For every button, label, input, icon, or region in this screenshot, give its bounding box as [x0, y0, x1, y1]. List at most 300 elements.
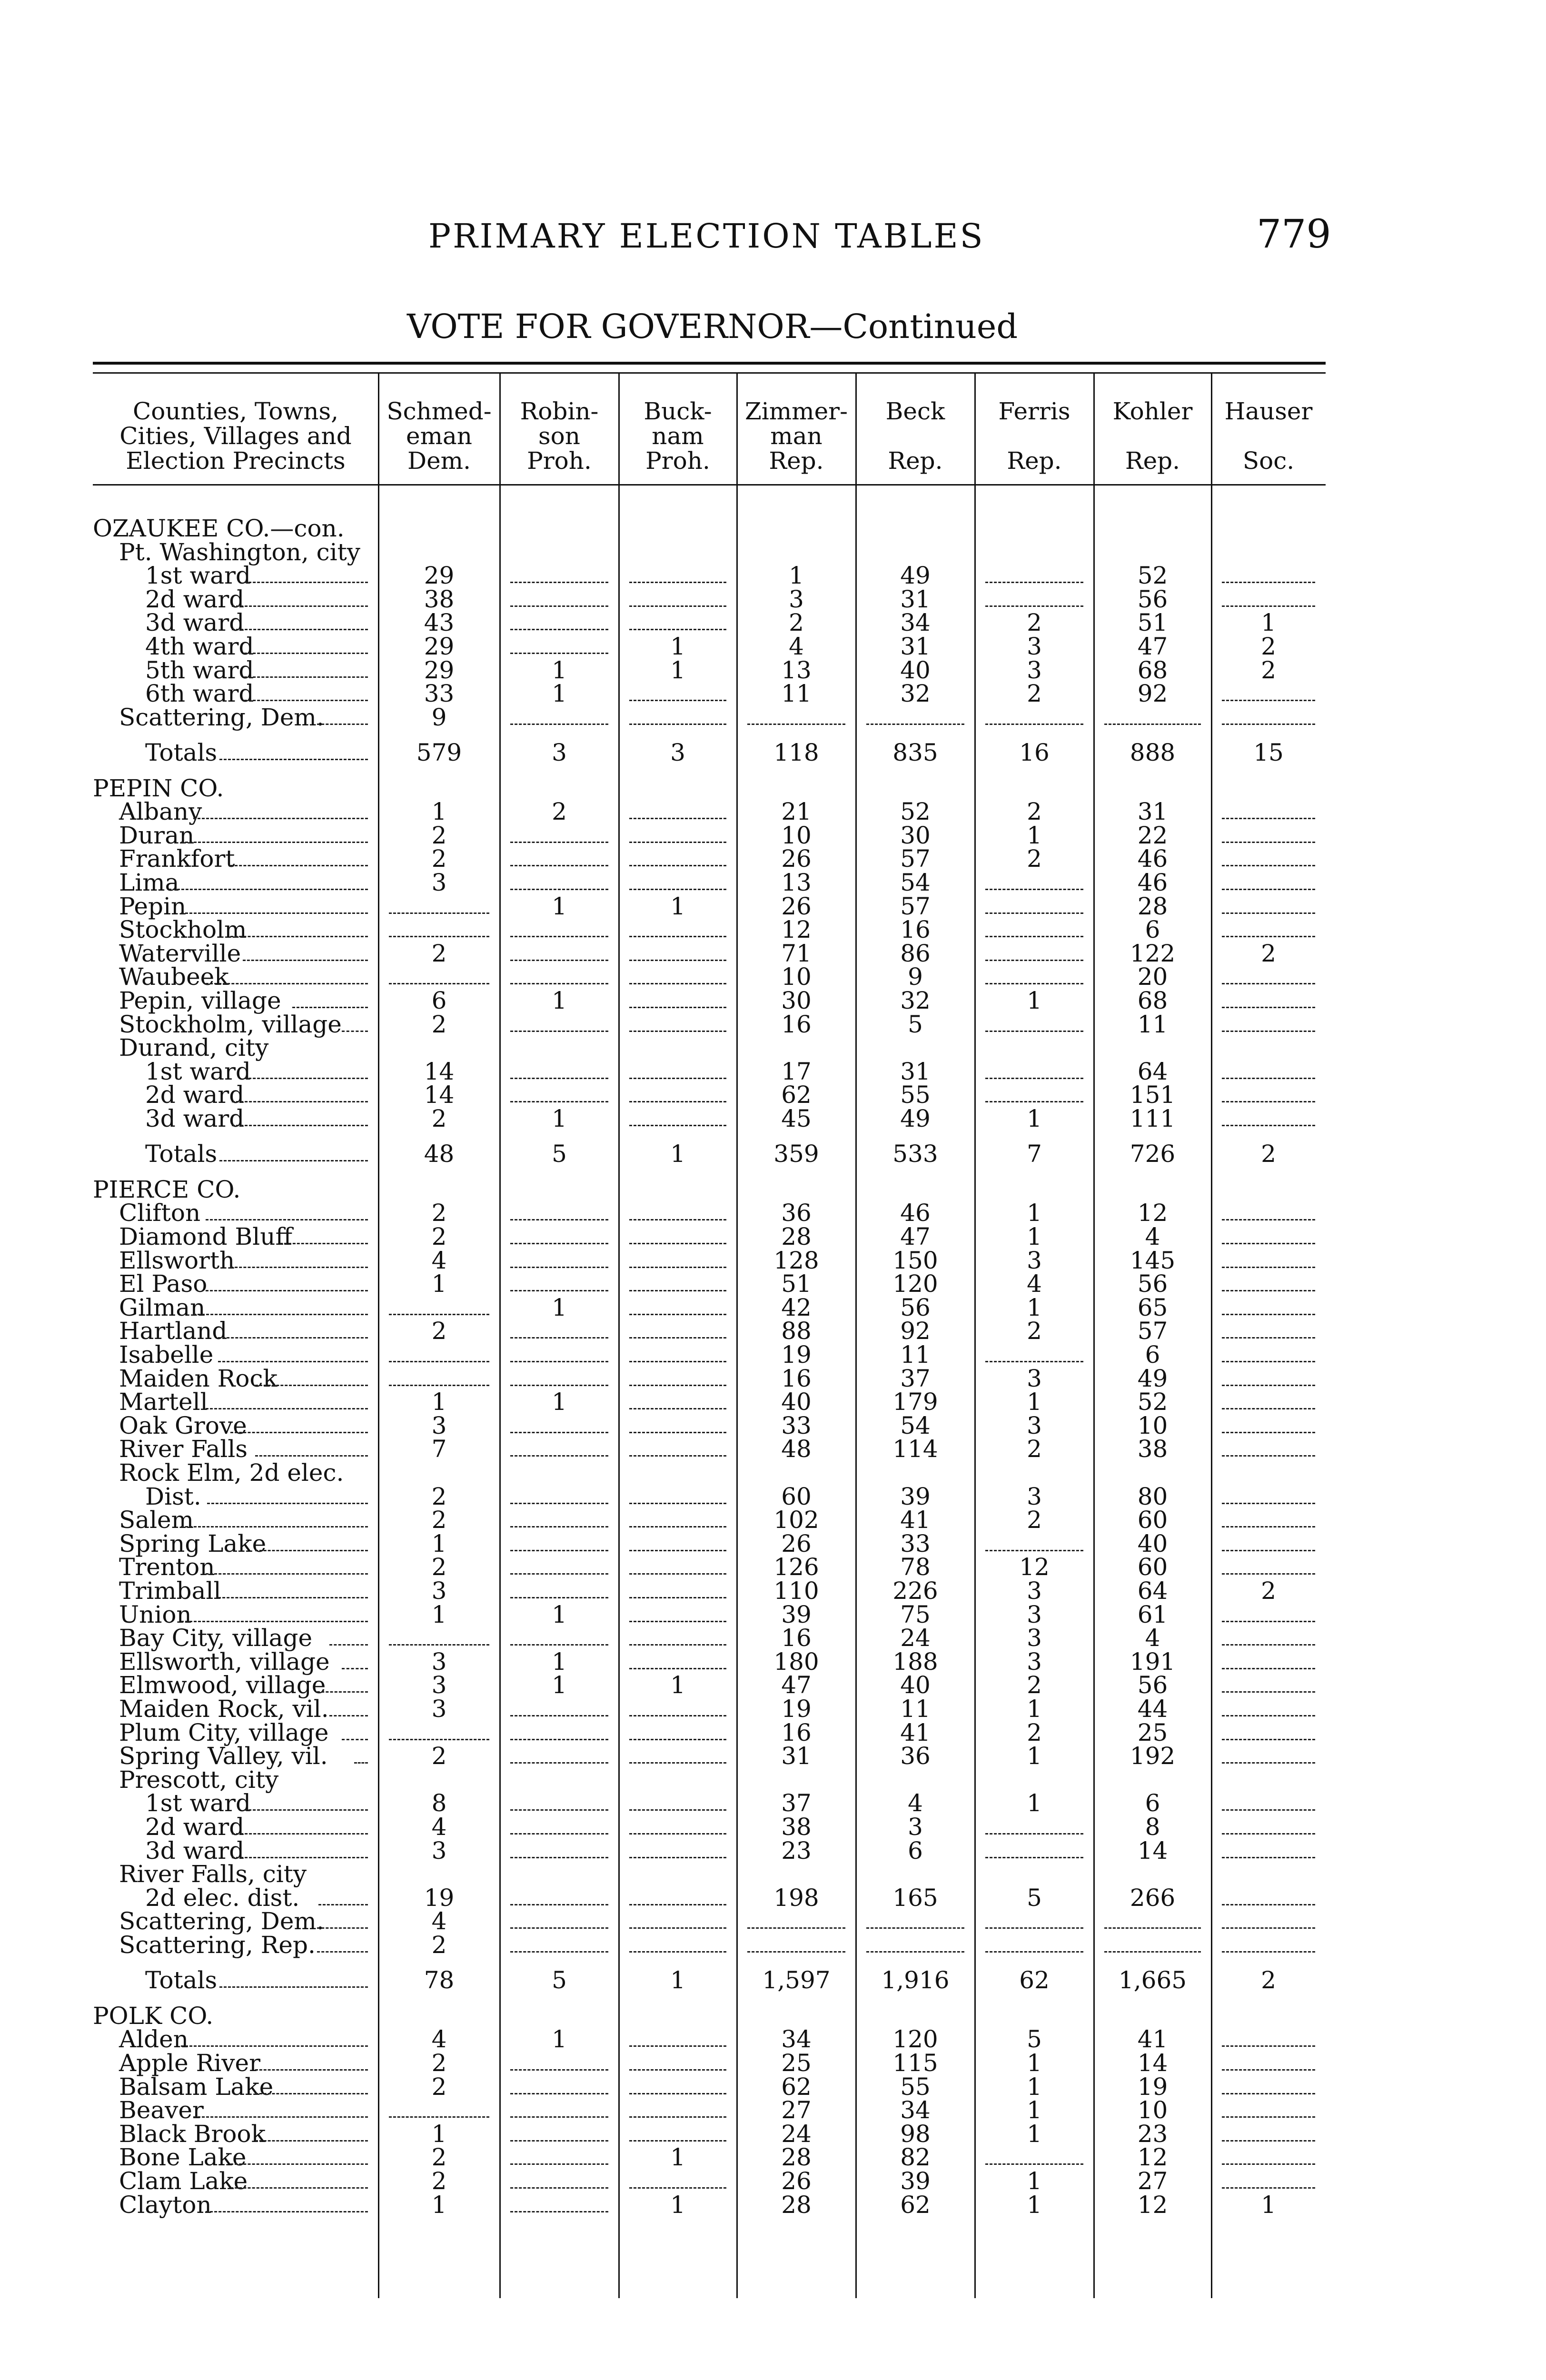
- precinct-label: Clayton: [119, 2191, 212, 2219]
- vote-cell: 6: [431, 987, 447, 1014]
- precinct-label: Maiden Rock, vil.: [119, 1695, 329, 1723]
- leader-dots: [230, 2163, 368, 2165]
- empty-cell-dash: [1222, 2069, 1315, 2071]
- group-heading-row: [93, 516, 1326, 540]
- empty-cell-dash: [747, 1927, 845, 1929]
- leader-dots: [232, 1857, 368, 1858]
- vote-cell: 2: [1261, 1140, 1276, 1168]
- vote-cell: 1: [552, 1388, 567, 1416]
- column-header-line: [1094, 424, 1211, 448]
- vote-cell: 92: [900, 1317, 931, 1345]
- vote-cell: 10: [1137, 1412, 1168, 1439]
- vote-cell: 726: [1130, 1140, 1176, 1168]
- leader-dots: [206, 2211, 368, 2212]
- vote-cell: 1: [1027, 1695, 1042, 1723]
- table-row: [93, 1555, 1326, 1579]
- precinct-label: Duran: [119, 822, 195, 849]
- vote-cell: 37: [781, 1789, 812, 1817]
- vote-cell: 1: [670, 633, 685, 660]
- vote-cell: 3: [1027, 1412, 1042, 1439]
- table-row: [93, 2169, 1326, 2193]
- vote-cell: 28: [1137, 892, 1168, 920]
- leader-dots: [230, 1432, 368, 1433]
- precinct-label: Alden: [119, 2025, 188, 2053]
- precinct-label: Waubeek: [119, 963, 229, 991]
- leader-dots: [230, 2187, 368, 2189]
- empty-cell-dash: [985, 582, 1083, 583]
- column-header: [619, 399, 737, 473]
- empty-cell-dash: [510, 960, 608, 961]
- vote-cell: 11: [900, 1695, 931, 1723]
- empty-cell-dash: [1222, 889, 1315, 890]
- vote-cell: 2: [1261, 1577, 1276, 1605]
- precinct-label: Albany: [119, 798, 202, 825]
- empty-cell-dash: [629, 1715, 726, 1716]
- leader-dots: [181, 912, 368, 914]
- empty-cell-dash: [629, 1762, 726, 1764]
- leader-dots: [232, 1101, 368, 1102]
- group-heading-row: [93, 1178, 1326, 1201]
- vote-cell: 2: [431, 1223, 447, 1250]
- leader-dots: [317, 1691, 368, 1693]
- precinct-label: El Paso: [119, 1270, 208, 1298]
- column-header-line: Proh.: [527, 447, 592, 475]
- table-row: [93, 1886, 1326, 1910]
- totals-row: [93, 741, 1326, 764]
- leader-dots: [244, 582, 368, 583]
- table-row: [93, 1225, 1326, 1249]
- empty-cell-dash: [1222, 1314, 1315, 1315]
- empty-cell-dash: [389, 1385, 489, 1386]
- precinct-label: Pt. Washington, city: [119, 538, 360, 566]
- empty-cell-dash: [985, 1833, 1083, 1835]
- vote-cell: 1: [552, 1648, 567, 1676]
- empty-cell-dash: [629, 2116, 726, 2118]
- vote-cell: 29: [424, 656, 455, 684]
- vote-cell: 92: [1137, 680, 1168, 707]
- precinct-label: Pepin: [119, 892, 187, 920]
- vote-cell: 2: [1261, 633, 1276, 660]
- empty-cell-dash: [510, 582, 608, 583]
- column-header-line: Ferris: [998, 397, 1070, 425]
- empty-cell-dash: [389, 1644, 489, 1646]
- empty-cell-dash: [629, 1101, 726, 1102]
- vote-cell: 2: [431, 1317, 447, 1345]
- empty-cell-dash: [629, 1078, 726, 1079]
- vote-cell: 1: [1027, 1294, 1042, 1321]
- empty-cell-dash: [510, 1031, 608, 1032]
- vote-cell: 57: [900, 845, 931, 873]
- vote-cell: 47: [1137, 633, 1168, 660]
- top-rule-thick: [93, 362, 1326, 365]
- empty-cell-dash: [1222, 1007, 1315, 1008]
- empty-cell-dash: [629, 1432, 726, 1433]
- vote-cell: 1: [670, 2143, 685, 2171]
- leader-dots: [206, 1408, 368, 1409]
- vote-cell: 28: [781, 2143, 812, 2171]
- leader-dots: [206, 1290, 368, 1291]
- column-header-line: Rep.: [1125, 447, 1180, 475]
- table-row: [93, 1579, 1326, 1603]
- vote-cell: 33: [424, 680, 455, 707]
- table-row: [93, 1839, 1326, 1863]
- empty-cell-dash: [510, 1385, 608, 1386]
- empty-cell-dash: [510, 865, 608, 866]
- vote-cell: 30: [781, 987, 812, 1014]
- empty-cell-dash: [1222, 1526, 1315, 1527]
- empty-cell-dash: [510, 1644, 608, 1646]
- vote-cell: 1: [1027, 2120, 1042, 2148]
- empty-cell-dash: [1222, 1267, 1315, 1268]
- empty-cell-dash: [985, 889, 1083, 890]
- vote-cell: 2: [1027, 1435, 1042, 1463]
- empty-cell-dash: [389, 983, 489, 984]
- empty-cell-dash: [629, 960, 726, 961]
- leader-dots: [317, 1927, 368, 1929]
- precinct-label: POLK CO.: [93, 2002, 214, 2030]
- empty-cell-dash: [510, 1526, 608, 1527]
- column-header: [737, 399, 856, 473]
- vote-cell: 2: [552, 798, 567, 825]
- vote-cell: 115: [892, 2049, 938, 2077]
- precinct-label: Bone Lake: [119, 2143, 247, 2171]
- precinct-label: Stockholm: [119, 916, 247, 943]
- column-header: [975, 399, 1094, 473]
- vote-cell: 6: [908, 1837, 923, 1864]
- empty-cell-dash: [510, 983, 608, 984]
- empty-cell-dash: [1222, 1621, 1315, 1622]
- empty-cell-dash: [510, 1809, 608, 1811]
- column-header: [856, 399, 975, 473]
- empty-cell-dash: [747, 1951, 845, 1953]
- table-row: [93, 2075, 1326, 2099]
- table-row: [93, 611, 1326, 635]
- empty-cell-dash: [985, 1361, 1083, 1362]
- vote-cell: 1: [431, 1530, 447, 1557]
- precinct-label: Clam Lake: [119, 2167, 248, 2195]
- precinct-label: River Falls: [119, 1435, 248, 1463]
- vote-cell: 6: [1145, 916, 1160, 943]
- vote-cell: 62: [781, 2073, 812, 2101]
- vote-cell: 30: [900, 822, 931, 849]
- leader-dots: [181, 1526, 368, 1527]
- vote-cell: 2: [431, 1483, 447, 1510]
- table-row: [93, 587, 1326, 611]
- empty-cell-dash: [629, 1644, 726, 1646]
- precinct-label: Waterville: [119, 940, 241, 967]
- vote-cell: 3: [1027, 1247, 1042, 1274]
- vote-cell: 31: [781, 1742, 812, 1770]
- vote-cell: 5: [552, 1140, 567, 1168]
- vote-cell: 2: [431, 940, 447, 967]
- empty-cell-dash: [629, 1408, 726, 1409]
- vote-cell: 13: [781, 656, 812, 684]
- empty-cell-dash: [1222, 700, 1315, 701]
- group-heading-row: [93, 1862, 1326, 1886]
- precinct-label: Martell: [119, 1388, 208, 1416]
- vote-cell: 68: [1137, 987, 1168, 1014]
- empty-cell-dash: [1222, 1857, 1315, 1858]
- column-header-line: Cities, Villages and: [119, 422, 352, 450]
- table-row: [93, 2051, 1326, 2075]
- empty-cell-dash: [629, 2140, 726, 2142]
- empty-cell-dash: [510, 1243, 608, 1244]
- leader-dots: [193, 818, 368, 819]
- empty-cell-dash: [389, 1314, 489, 1315]
- empty-cell-dash: [629, 2187, 726, 2189]
- vote-cell: 1: [1027, 1388, 1042, 1416]
- vote-cell: 5: [908, 1011, 923, 1038]
- leader-dots: [317, 724, 368, 725]
- vote-cell: 110: [773, 1577, 819, 1605]
- empty-cell-dash: [510, 2069, 608, 2071]
- empty-cell-dash: [510, 1833, 608, 1835]
- vote-cell: 2: [431, 1931, 447, 1959]
- vote-cell: 122: [1130, 940, 1176, 967]
- column-header-line: Rep.: [1007, 447, 1062, 475]
- table-row: [93, 1343, 1326, 1367]
- vote-cell: 3: [670, 739, 685, 766]
- table-row: [93, 1060, 1326, 1083]
- empty-cell-dash: [389, 2116, 489, 2118]
- vote-cell: 1: [1027, 1789, 1042, 1817]
- leader-dots: [232, 605, 368, 607]
- vote-cell: 39: [900, 1483, 931, 1510]
- precinct-label: Frankfort: [119, 845, 235, 873]
- vote-cell: 14: [1137, 1837, 1168, 1864]
- vote-cell: 32: [900, 987, 931, 1014]
- precinct-label: 6th ward: [145, 680, 254, 707]
- precinct-label: Ellsworth: [119, 1247, 235, 1274]
- vote-cell: 3: [431, 1837, 447, 1864]
- empty-cell-dash: [389, 912, 489, 914]
- precinct-label: Scattering, Rep.: [119, 1931, 316, 1959]
- vote-cell: 17: [781, 1058, 812, 1085]
- vote-cell: 118: [773, 739, 819, 766]
- empty-cell-dash: [510, 629, 608, 630]
- vote-cell: 42: [781, 1294, 812, 1321]
- precinct-label: 3d ward: [145, 1105, 245, 1132]
- precinct-label: Totals: [145, 1140, 218, 1168]
- column-header-line: [856, 424, 975, 448]
- table-row: [93, 1414, 1326, 1438]
- vote-cell: 26: [781, 845, 812, 873]
- empty-cell-dash: [510, 1101, 608, 1102]
- vote-cell: 16: [781, 1365, 812, 1392]
- empty-cell-dash: [510, 1219, 608, 1220]
- empty-cell-dash: [629, 2045, 726, 2047]
- precinct-label: Elmwood, village: [119, 1671, 326, 1699]
- empty-cell-dash: [1222, 1833, 1315, 1835]
- precinct-label: Bay City, village: [119, 1624, 313, 1652]
- column-header-line: eman: [406, 422, 472, 450]
- vote-cell: 1: [552, 1294, 567, 1321]
- vote-cell: 4: [908, 1789, 923, 1817]
- vote-cell: 20: [1137, 963, 1168, 991]
- empty-cell-dash: [629, 1314, 726, 1315]
- group-heading-row: [93, 776, 1326, 800]
- empty-cell-dash: [985, 1031, 1083, 1032]
- table-row: [93, 1721, 1326, 1745]
- vote-cell: 33: [900, 1530, 931, 1557]
- column-header-line: Hauser: [1224, 397, 1313, 425]
- vote-cell: 2: [1261, 1966, 1276, 1994]
- empty-cell-dash: [1222, 1715, 1315, 1716]
- vote-cell: 1: [789, 562, 804, 589]
- table-row: [93, 1744, 1326, 1768]
- vote-cell: 16: [1019, 739, 1050, 766]
- vote-cell: 1,916: [881, 1966, 950, 1994]
- empty-cell-dash: [985, 724, 1083, 725]
- empty-cell-dash: [629, 1290, 726, 1291]
- vote-cell: 3: [1027, 656, 1042, 684]
- table-row: [93, 1437, 1326, 1461]
- vote-cell: 56: [1137, 585, 1168, 613]
- vote-cell: 49: [1137, 1365, 1168, 1392]
- precinct-label: Scattering, Dem.: [119, 1907, 324, 1935]
- vote-cell: 3: [1027, 1577, 1042, 1605]
- vote-cell: 51: [781, 1270, 812, 1298]
- table-row: [93, 1083, 1326, 1107]
- precinct-label: Spring Valley, vil.: [119, 1742, 328, 1770]
- table-row: [93, 871, 1326, 894]
- column-header-line: man: [770, 422, 823, 450]
- empty-cell-dash: [510, 1904, 608, 1905]
- leader-dots: [342, 1031, 368, 1032]
- vote-cell: 44: [1137, 1695, 1168, 1723]
- vote-cell: 2: [1027, 798, 1042, 825]
- empty-cell-dash: [510, 653, 608, 654]
- vote-cell: 38: [424, 585, 455, 613]
- vote-cell: 1: [670, 1966, 685, 1994]
- vote-cell: 1,597: [762, 1966, 831, 1994]
- vote-cell: 28: [781, 2191, 812, 2219]
- leader-dots: [354, 1762, 368, 1764]
- vote-cell: 75: [900, 1601, 931, 1628]
- vote-cell: 7: [431, 1435, 447, 1463]
- vote-cell: 48: [781, 1435, 812, 1463]
- vote-cell: 1: [552, 2025, 567, 2053]
- table-row: [93, 1249, 1326, 1272]
- vote-cell: 1: [552, 892, 567, 920]
- table-row: [93, 1933, 1326, 1957]
- leader-dots: [329, 1715, 368, 1716]
- vote-cell: 1: [552, 1601, 567, 1628]
- table-row: [93, 1012, 1326, 1036]
- empty-cell-dash: [629, 2093, 726, 2094]
- vote-cell: 31: [1137, 798, 1168, 825]
- vote-cell: 1: [431, 1388, 447, 1416]
- empty-cell-dash: [629, 1904, 726, 1905]
- vote-cell: 49: [900, 1105, 931, 1132]
- vote-cell: 888: [1130, 739, 1176, 766]
- column-header-line: Robin-: [520, 397, 599, 425]
- empty-cell-dash: [510, 1762, 608, 1764]
- empty-cell-dash: [510, 1951, 608, 1953]
- empty-cell-dash: [1222, 1385, 1315, 1386]
- vote-cell: 9: [431, 704, 447, 731]
- vote-cell: 36: [900, 1742, 931, 1770]
- vote-cell: 60: [1137, 1553, 1168, 1581]
- column-header: [378, 399, 500, 473]
- empty-cell-dash: [629, 889, 726, 890]
- vote-cell: 1: [552, 656, 567, 684]
- column-header-line: Schmed-: [386, 397, 492, 425]
- empty-cell-dash: [510, 1078, 608, 1079]
- empty-cell-dash: [1222, 1573, 1315, 1575]
- leader-dots: [232, 629, 368, 630]
- vote-cell: 39: [781, 1601, 812, 1628]
- empty-cell-dash: [510, 1715, 608, 1716]
- empty-cell-dash: [510, 605, 608, 607]
- column-header: [93, 399, 378, 473]
- vote-cell: 1: [1027, 2049, 1042, 2077]
- vote-cell: 6: [1145, 1341, 1160, 1368]
- vote-cell: 1: [431, 798, 447, 825]
- empty-cell-dash: [510, 1857, 608, 1858]
- vote-cell: 2: [431, 2073, 447, 2101]
- empty-cell-dash: [985, 2163, 1083, 2165]
- vote-cell: 2: [431, 1199, 447, 1227]
- empty-cell-dash: [1222, 1408, 1315, 1409]
- totals-row: [93, 1968, 1326, 1992]
- empty-cell-dash: [1222, 1243, 1315, 1244]
- empty-cell-dash: [510, 2187, 608, 2189]
- column-header: [1094, 399, 1211, 473]
- empty-cell-dash: [510, 889, 608, 890]
- vote-cell: 40: [900, 1671, 931, 1699]
- vote-cell: 26: [781, 2167, 812, 2195]
- vote-cell: 88: [781, 1317, 812, 1345]
- empty-cell-dash: [510, 1739, 608, 1740]
- column-header-line: Buck-: [644, 397, 712, 425]
- vote-cell: 1: [431, 2191, 447, 2219]
- vote-cell: 33: [781, 1412, 812, 1439]
- empty-cell-dash: [629, 936, 726, 937]
- precinct-label: Prescott, city: [119, 1766, 279, 1794]
- precinct-label: Maiden Rock: [119, 1365, 277, 1392]
- precinct-label: 4th ward: [145, 633, 254, 660]
- empty-cell-dash: [629, 1573, 726, 1575]
- empty-cell-dash: [629, 1503, 726, 1504]
- vote-cell: 3: [1027, 1365, 1042, 1392]
- vote-cell: 8: [431, 1789, 447, 1817]
- column-header-line: nam: [652, 422, 704, 450]
- vote-cell: 46: [900, 1199, 931, 1227]
- precinct-label: 2d ward: [145, 585, 245, 613]
- vote-cell: 15: [1253, 739, 1284, 766]
- column-header-line: Kohler: [1112, 397, 1193, 425]
- table-row: [93, 1673, 1326, 1697]
- vote-cell: 11: [900, 1341, 931, 1368]
- precinct-label: Trimball: [119, 1577, 221, 1605]
- empty-cell-dash: [629, 1125, 726, 1126]
- table-row: [93, 1697, 1326, 1721]
- vote-cell: 579: [416, 739, 462, 766]
- vote-cell: 82: [900, 2143, 931, 2171]
- empty-cell-dash: [510, 1597, 608, 1598]
- precinct-label: Black Brook: [119, 2120, 266, 2148]
- empty-cell-dash: [1222, 1809, 1315, 1811]
- empty-cell-dash: [629, 1219, 726, 1220]
- empty-cell-dash: [629, 1668, 726, 1669]
- empty-cell-dash: [629, 629, 726, 630]
- vote-cell: 60: [1137, 1506, 1168, 1534]
- table-row: [93, 800, 1326, 823]
- empty-cell-dash: [510, 1337, 608, 1339]
- empty-cell-dash: [510, 1927, 608, 1929]
- leader-dots: [218, 1597, 368, 1598]
